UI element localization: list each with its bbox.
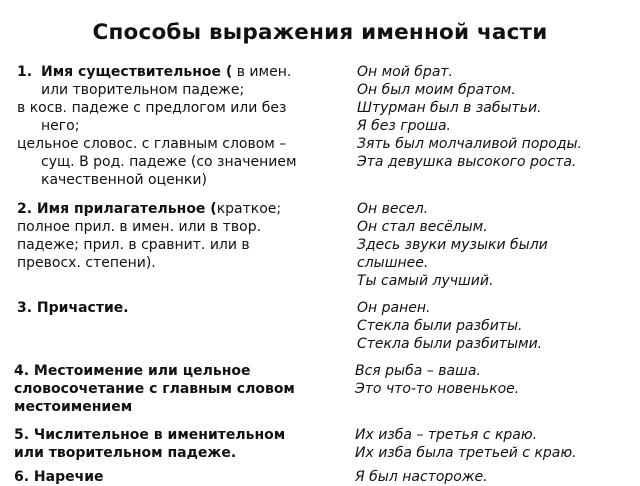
example: Вся рыба – ваша. [355, 363, 481, 379]
item-3-examples [357, 299, 637, 353]
item-1-definition [17, 63, 347, 189]
item-4-line-3: местоимением [14, 399, 133, 415]
item-6-line-1: 6. Наречие [14, 469, 104, 485]
example: Здесь звуки музыки были [357, 237, 548, 253]
example: Я был настороже. [355, 469, 488, 485]
example: Он ранен. [357, 300, 431, 316]
item-2-line-1: 2. Имя прилагательное (краткое; [17, 201, 282, 217]
item-5-examples [355, 426, 635, 462]
item-4-line-2: словосочетание с главным словом [14, 381, 295, 397]
item-3-line-1: 3. Причастие. [17, 300, 129, 316]
item-1-line-7: качественной оценки) [41, 172, 207, 188]
example: Он весел. [357, 201, 429, 217]
example: Их изба была третьей с краю. [355, 445, 577, 461]
item-4-definition [14, 362, 344, 416]
example: Зять был молчаливой породы. [357, 136, 583, 152]
item-1-line-4: него; [41, 118, 80, 134]
item-1-line-3: в косв. падеже с предлогом или без [17, 100, 287, 116]
example: Их изба – третья с краю. [355, 427, 538, 443]
example: Это что-то новенькое. [355, 381, 520, 397]
item-2-line-4: превосх. степени). [17, 255, 156, 271]
item-4-line-1: 4. Местоимение или цельное [14, 363, 251, 379]
item-6-examples [355, 468, 635, 486]
example: Стекла были разбиты. [357, 318, 523, 334]
example: Он стал весёлым. [357, 219, 488, 235]
example: Стекла были разбитыми. [357, 336, 543, 352]
example: Эта девушка высокого роста. [357, 154, 577, 170]
example: слышнее. [357, 255, 429, 271]
item-5-definition [14, 426, 344, 462]
example: Я без гроша. [357, 118, 451, 134]
item-3-definition [17, 299, 347, 317]
item-1-line-1: 1. Имя существительное ( в имен. [17, 64, 292, 80]
example: Штурман был в забытьи. [357, 100, 542, 116]
item-1-line-2: или творительном падеже; [41, 82, 245, 98]
item-4-examples [355, 362, 635, 398]
page-title: Способы выражения именной части [92, 20, 548, 45]
item-2-examples [357, 200, 637, 290]
example: Он мой брат. [357, 64, 454, 80]
item-1-examples [357, 63, 637, 171]
item-1-line-6: сущ. В род. падеже (со значением [41, 154, 297, 170]
item-5-line-1: 5. Числительное в именительном [14, 427, 286, 443]
item-2-line-2: полное прил. в имен. или в твор. [17, 219, 262, 235]
example: Ты самый лучший. [357, 273, 494, 289]
item-5-line-2: или творительном падеже. [14, 445, 237, 461]
item-6-definition [14, 468, 344, 486]
item-1-line-5: цельное словос. с главным словом – [17, 136, 287, 152]
item-2-line-3: падеже; прил. в сравнит. или в [17, 237, 250, 253]
item-2-definition [17, 200, 347, 272]
example: Он был моим братом. [357, 82, 516, 98]
